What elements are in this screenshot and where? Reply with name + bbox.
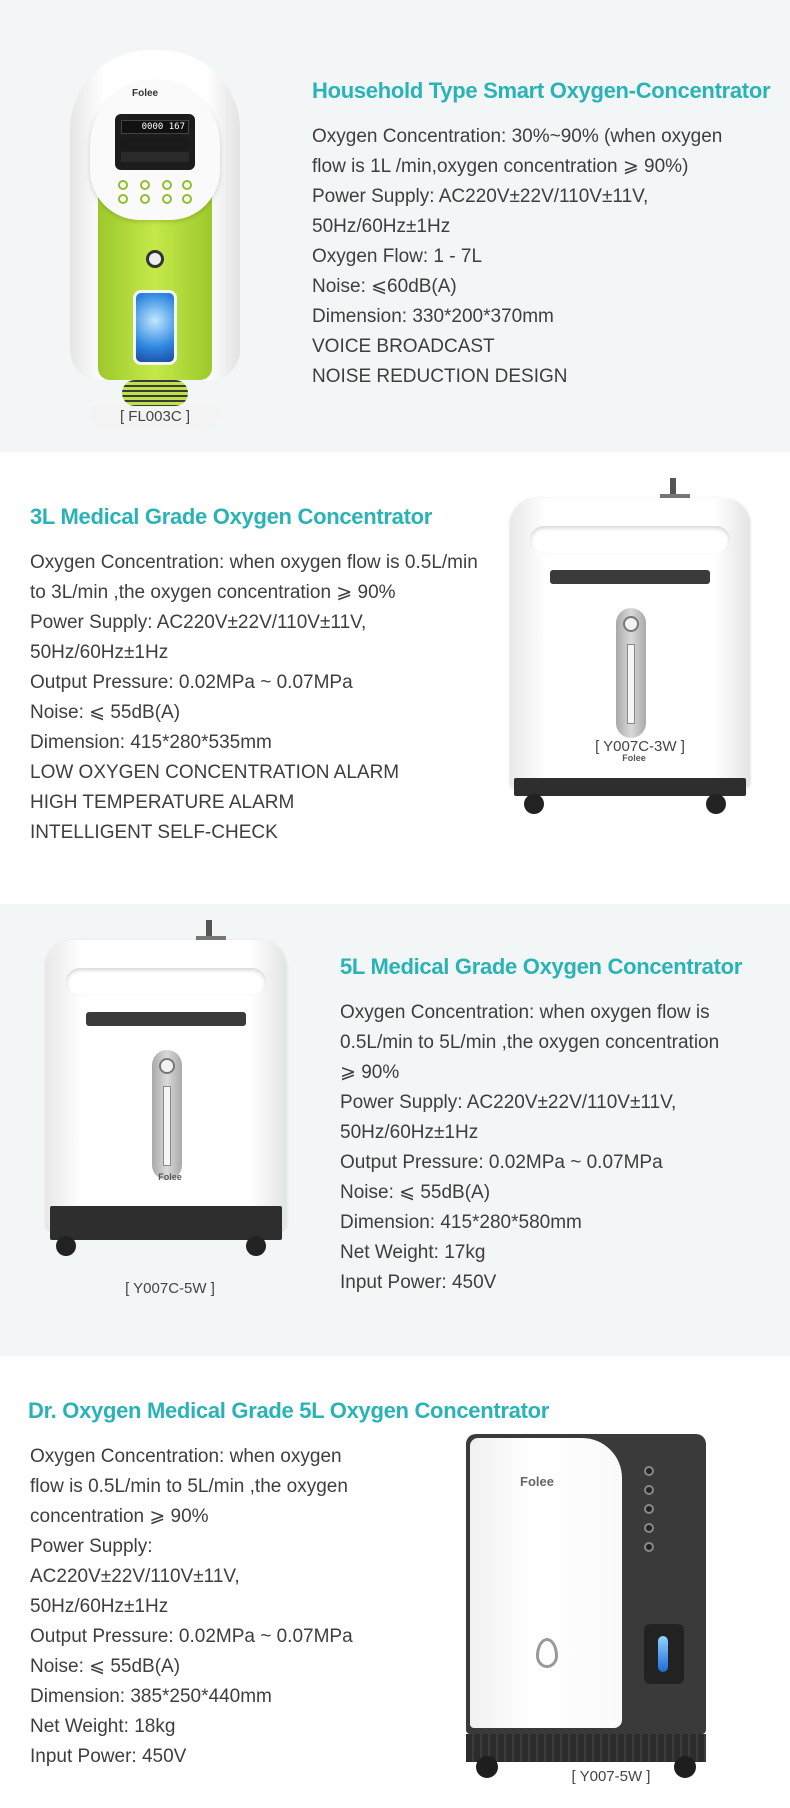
wheel-icon — [706, 794, 726, 814]
spec-line: Output Pressure: 0.02MPa ~ 0.07MPa — [30, 672, 353, 693]
spec-line: Noise: ⩽ 55dB(A) — [30, 702, 181, 723]
product-title: Dr. Oxygen Medical Grade 5L Oxygen Concentrator — [28, 1398, 549, 1423]
spec-line: VOICE BROADCAST — [312, 336, 495, 357]
spec-line: 50Hz/60Hz±1Hz — [340, 1122, 479, 1143]
spec-line: ⩾ 90% — [340, 1062, 400, 1083]
wheel-icon — [476, 1756, 498, 1778]
spec-line: flow is 0.5L/min to 5L/min ,the oxygen — [30, 1476, 348, 1497]
wheel-icon — [56, 1236, 76, 1256]
spec-line: Noise: ⩽ 55dB(A) — [30, 1656, 181, 1677]
wheel-icon — [674, 1756, 696, 1778]
product-title: Household Type Smart Oxygen-Concentrator — [312, 78, 771, 103]
spec-line: NOISE REDUCTION DESIGN — [312, 366, 568, 387]
device-shell — [466, 1434, 706, 1734]
spec-line: Oxygen Concentration: 30%~90% (when oxygen — [312, 126, 723, 147]
device-brand-label: Folee — [158, 1172, 182, 1182]
spec-line: Input Power: 450V — [30, 1746, 187, 1767]
spec-line: 50Hz/60Hz±1Hz — [30, 642, 169, 663]
spec-list — [340, 998, 719, 1298]
spec-line: Oxygen Flow: 1 - 7L — [312, 246, 483, 267]
speaker-grille — [122, 380, 188, 406]
device-buttons — [118, 180, 192, 204]
product-section-y007c-3w — [0, 452, 790, 904]
device-base — [50, 1206, 282, 1240]
spec-line: Power Supply: — [30, 1536, 153, 1557]
control-panel — [550, 570, 710, 584]
control-panel — [86, 1012, 246, 1026]
spec-line: Output Pressure: 0.02MPa ~ 0.07MPa — [30, 1626, 353, 1647]
device-brand-label: Folee — [622, 753, 646, 763]
device-handle — [66, 968, 266, 996]
device-brand-label: Folee — [520, 1474, 554, 1489]
device-base — [514, 778, 746, 796]
product-section-y007c-5w — [0, 904, 790, 1356]
product-image-fl003c — [70, 50, 240, 430]
wheel-icon — [246, 1236, 266, 1256]
model-caption: [ FL003C ] — [119, 408, 191, 425]
spec-line: INTELLIGENT SELF-CHECK — [30, 822, 278, 843]
spec-line: Input Power: 450V — [340, 1272, 497, 1293]
spec-line: Oxygen Concentration: when oxygen flow is — [340, 1002, 710, 1023]
spec-line: Dimension: 385*250*440mm — [30, 1686, 272, 1707]
device-screen — [115, 114, 195, 170]
spec-line: Oxygen Concentration: when oxygen — [30, 1446, 342, 1467]
spec-line: Power Supply: AC220V±22V/110V±11V, — [312, 186, 649, 207]
spec-line: 50Hz/60Hz±1Hz — [30, 1596, 169, 1617]
product-section-fl003c — [0, 0, 790, 452]
oxygen-drop-icon — [536, 1638, 558, 1668]
power-knob-icon — [146, 250, 164, 268]
product-section-y007-5w — [0, 1356, 790, 1808]
spec-list — [30, 1442, 353, 1772]
spec-line: Oxygen Concentration: when oxygen flow is 0.5L/min — [30, 552, 478, 573]
device-handle — [530, 526, 730, 554]
water-window — [133, 290, 177, 365]
spec-line: to 3L/min ,the oxygen concentration ⩾ 90% — [30, 582, 396, 603]
spec-line: 50Hz/60Hz±1Hz — [312, 216, 451, 237]
spec-line: Dimension: 415*280*535mm — [30, 732, 272, 753]
spec-line: Output Pressure: 0.02MPa ~ 0.07MPa — [340, 1152, 663, 1173]
spec-line: Dimension: 415*280*580mm — [340, 1212, 582, 1233]
control-buttons — [644, 1466, 694, 1561]
flowmeter-icon — [616, 608, 646, 738]
spec-line: AC220V±22V/110V±11V, — [30, 1566, 240, 1587]
spec-line: 0.5L/min to 5L/min ,the oxygen concentration — [340, 1032, 720, 1053]
product-image-y007c-3w — [510, 478, 760, 818]
spec-line: Power Supply: AC220V±22V/110V±11V, — [30, 612, 367, 633]
spec-line: flow is 1L /min,oxygen concentration ⩾ 90%) — [312, 156, 689, 177]
spec-line: Dimension: 330*200*370mm — [312, 306, 554, 327]
product-title: 3L Medical Grade Oxygen Concentrator — [30, 504, 433, 529]
spec-line: LOW OXYGEN CONCENTRATION ALARM — [30, 762, 400, 783]
device-shell — [46, 940, 286, 1230]
spec-list — [312, 122, 722, 392]
product-title: 5L Medical Grade Oxygen Concentrator — [340, 954, 743, 979]
device-base — [466, 1734, 706, 1762]
product-image-y007-5w — [466, 1434, 716, 1784]
device-brand-label: Folee — [132, 88, 159, 99]
spec-line: Noise: ⩽60dB(A) — [312, 276, 457, 297]
model-caption: [ Y007C-5W ] — [125, 1280, 215, 1297]
spec-line: Noise: ⩽ 55dB(A) — [340, 1182, 491, 1203]
spec-line: Net Weight: 17kg — [340, 1242, 486, 1263]
spec-line: concentration ⩾ 90% — [30, 1506, 209, 1527]
flowmeter-icon — [152, 1050, 182, 1180]
product-image-y007c-5w — [46, 920, 296, 1260]
humidifier-cup — [644, 1624, 684, 1684]
device-screen-reading: 0000 167 — [121, 120, 189, 134]
model-caption: [ Y007C-3W ] — [595, 738, 685, 755]
wheel-icon — [524, 794, 544, 814]
device-front-panel — [470, 1438, 622, 1728]
spec-line: Net Weight: 18kg — [30, 1716, 176, 1737]
spec-list — [30, 548, 478, 848]
spec-line: Power Supply: AC220V±22V/110V±11V, — [340, 1092, 677, 1113]
model-caption: [ Y007-5W ] — [571, 1768, 651, 1785]
spec-line: HIGH TEMPERATURE ALARM — [30, 792, 295, 813]
